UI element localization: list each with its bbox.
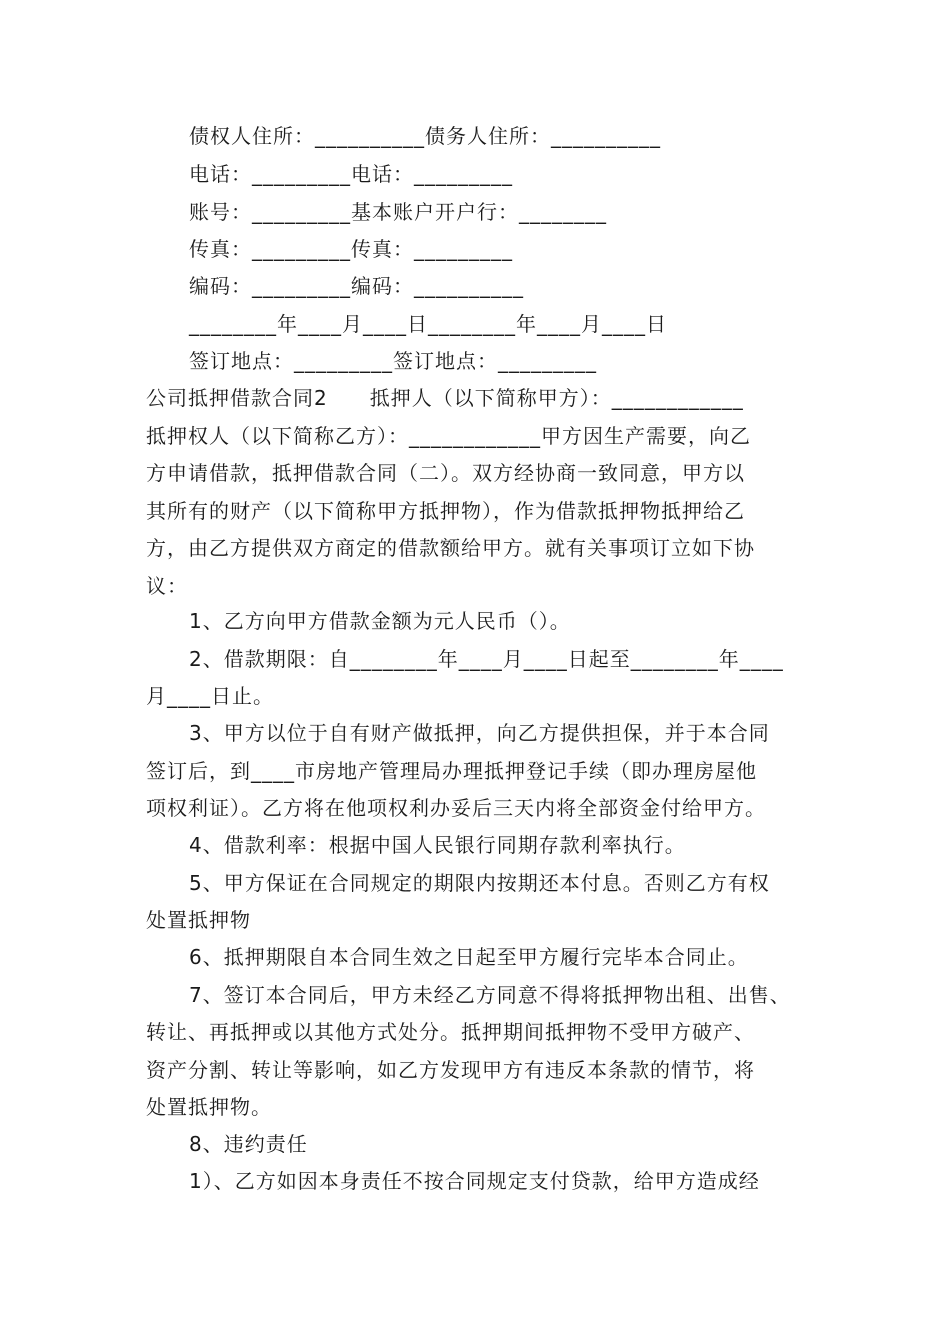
clause-3-continued: 项权利证）。乙方将在他项权利办妥后三天内将全部资金付给甲方。 [146,796,766,820]
clause-3: 3、甲方以位于自有财产做抵押，向乙方提供担保，并于本合同 [189,721,770,745]
paragraph-line: 方申请借款，抵押借款合同（二）。双方经协商一致同意，甲方以 [146,461,745,485]
phone-line: 电话：_________电话：_________ [189,162,513,186]
date-line: ________年____月____日________年____月____日 [189,312,667,336]
clause-5-continued: 处置抵押物 [146,908,251,932]
clause-7: 7、签订本合同后，甲方未经乙方同意不得将抵押物出租、出售、 [189,983,791,1007]
clause-3-continued: 签订后，到____市房地产管理局办理抵押登记手续（即办理房屋他 [146,759,757,783]
clause-8: 8、违约责任 [189,1132,308,1156]
paragraph-line: 抵押权人（以下简称乙方）：____________甲方因生产需要，向乙 [146,424,751,448]
clause-7-continued: 资产分割、转让等影响，如乙方发现甲方有违反本条款的情节，将 [146,1058,755,1082]
clause-7-continued: 处置抵押物。 [146,1095,272,1119]
contract-heading-line: 公司抵押借款合同2 抵押人（以下简称甲方）：____________ [146,386,744,410]
paragraph-line: 其所有的财产（以下简称甲方抵押物），作为借款抵押物抵押给乙 [146,499,745,523]
clause-7-continued: 转让、再抵押或以其他方式处分。抵押期间抵押物不受甲方破产、 [146,1020,755,1044]
signing-place-line: 签订地点：_________签订地点：_________ [189,349,597,373]
clause-1: 1、乙方向甲方借款金额为元人民币（）。 [189,609,571,633]
paragraph-line: 方，由乙方提供双方商定的借款额给甲方。就有关事项订立如下协 [146,536,755,560]
paragraph-line: 议： [146,574,188,598]
clause-4: 4、借款利率：根据中国人民银行同期存款利率执行。 [189,833,686,857]
account-line: 账号：_________基本账户开户行：________ [189,200,607,224]
clause-2: 2、借款期限：自________年____月____日起至________年____ [189,647,784,671]
creditor-debtor-address-line: 债权人住所：__________债务人住所：__________ [189,124,661,148]
clause-2-continued: 月____日止。 [146,684,274,708]
postcode-line: 编码：_________编码：__________ [189,274,524,298]
clause-6: 6、抵押期限自本合同生效之日起至甲方履行完毕本合同止。 [189,945,749,969]
fax-line: 传真：_________传真：_________ [189,237,513,261]
clause-5: 5、甲方保证在合同规定的期限内按期还本付息。否则乙方有权 [189,871,770,895]
clause-8-1: 1）、乙方如因本身责任不按合同规定支付贷款，给甲方造成经 [189,1169,760,1193]
